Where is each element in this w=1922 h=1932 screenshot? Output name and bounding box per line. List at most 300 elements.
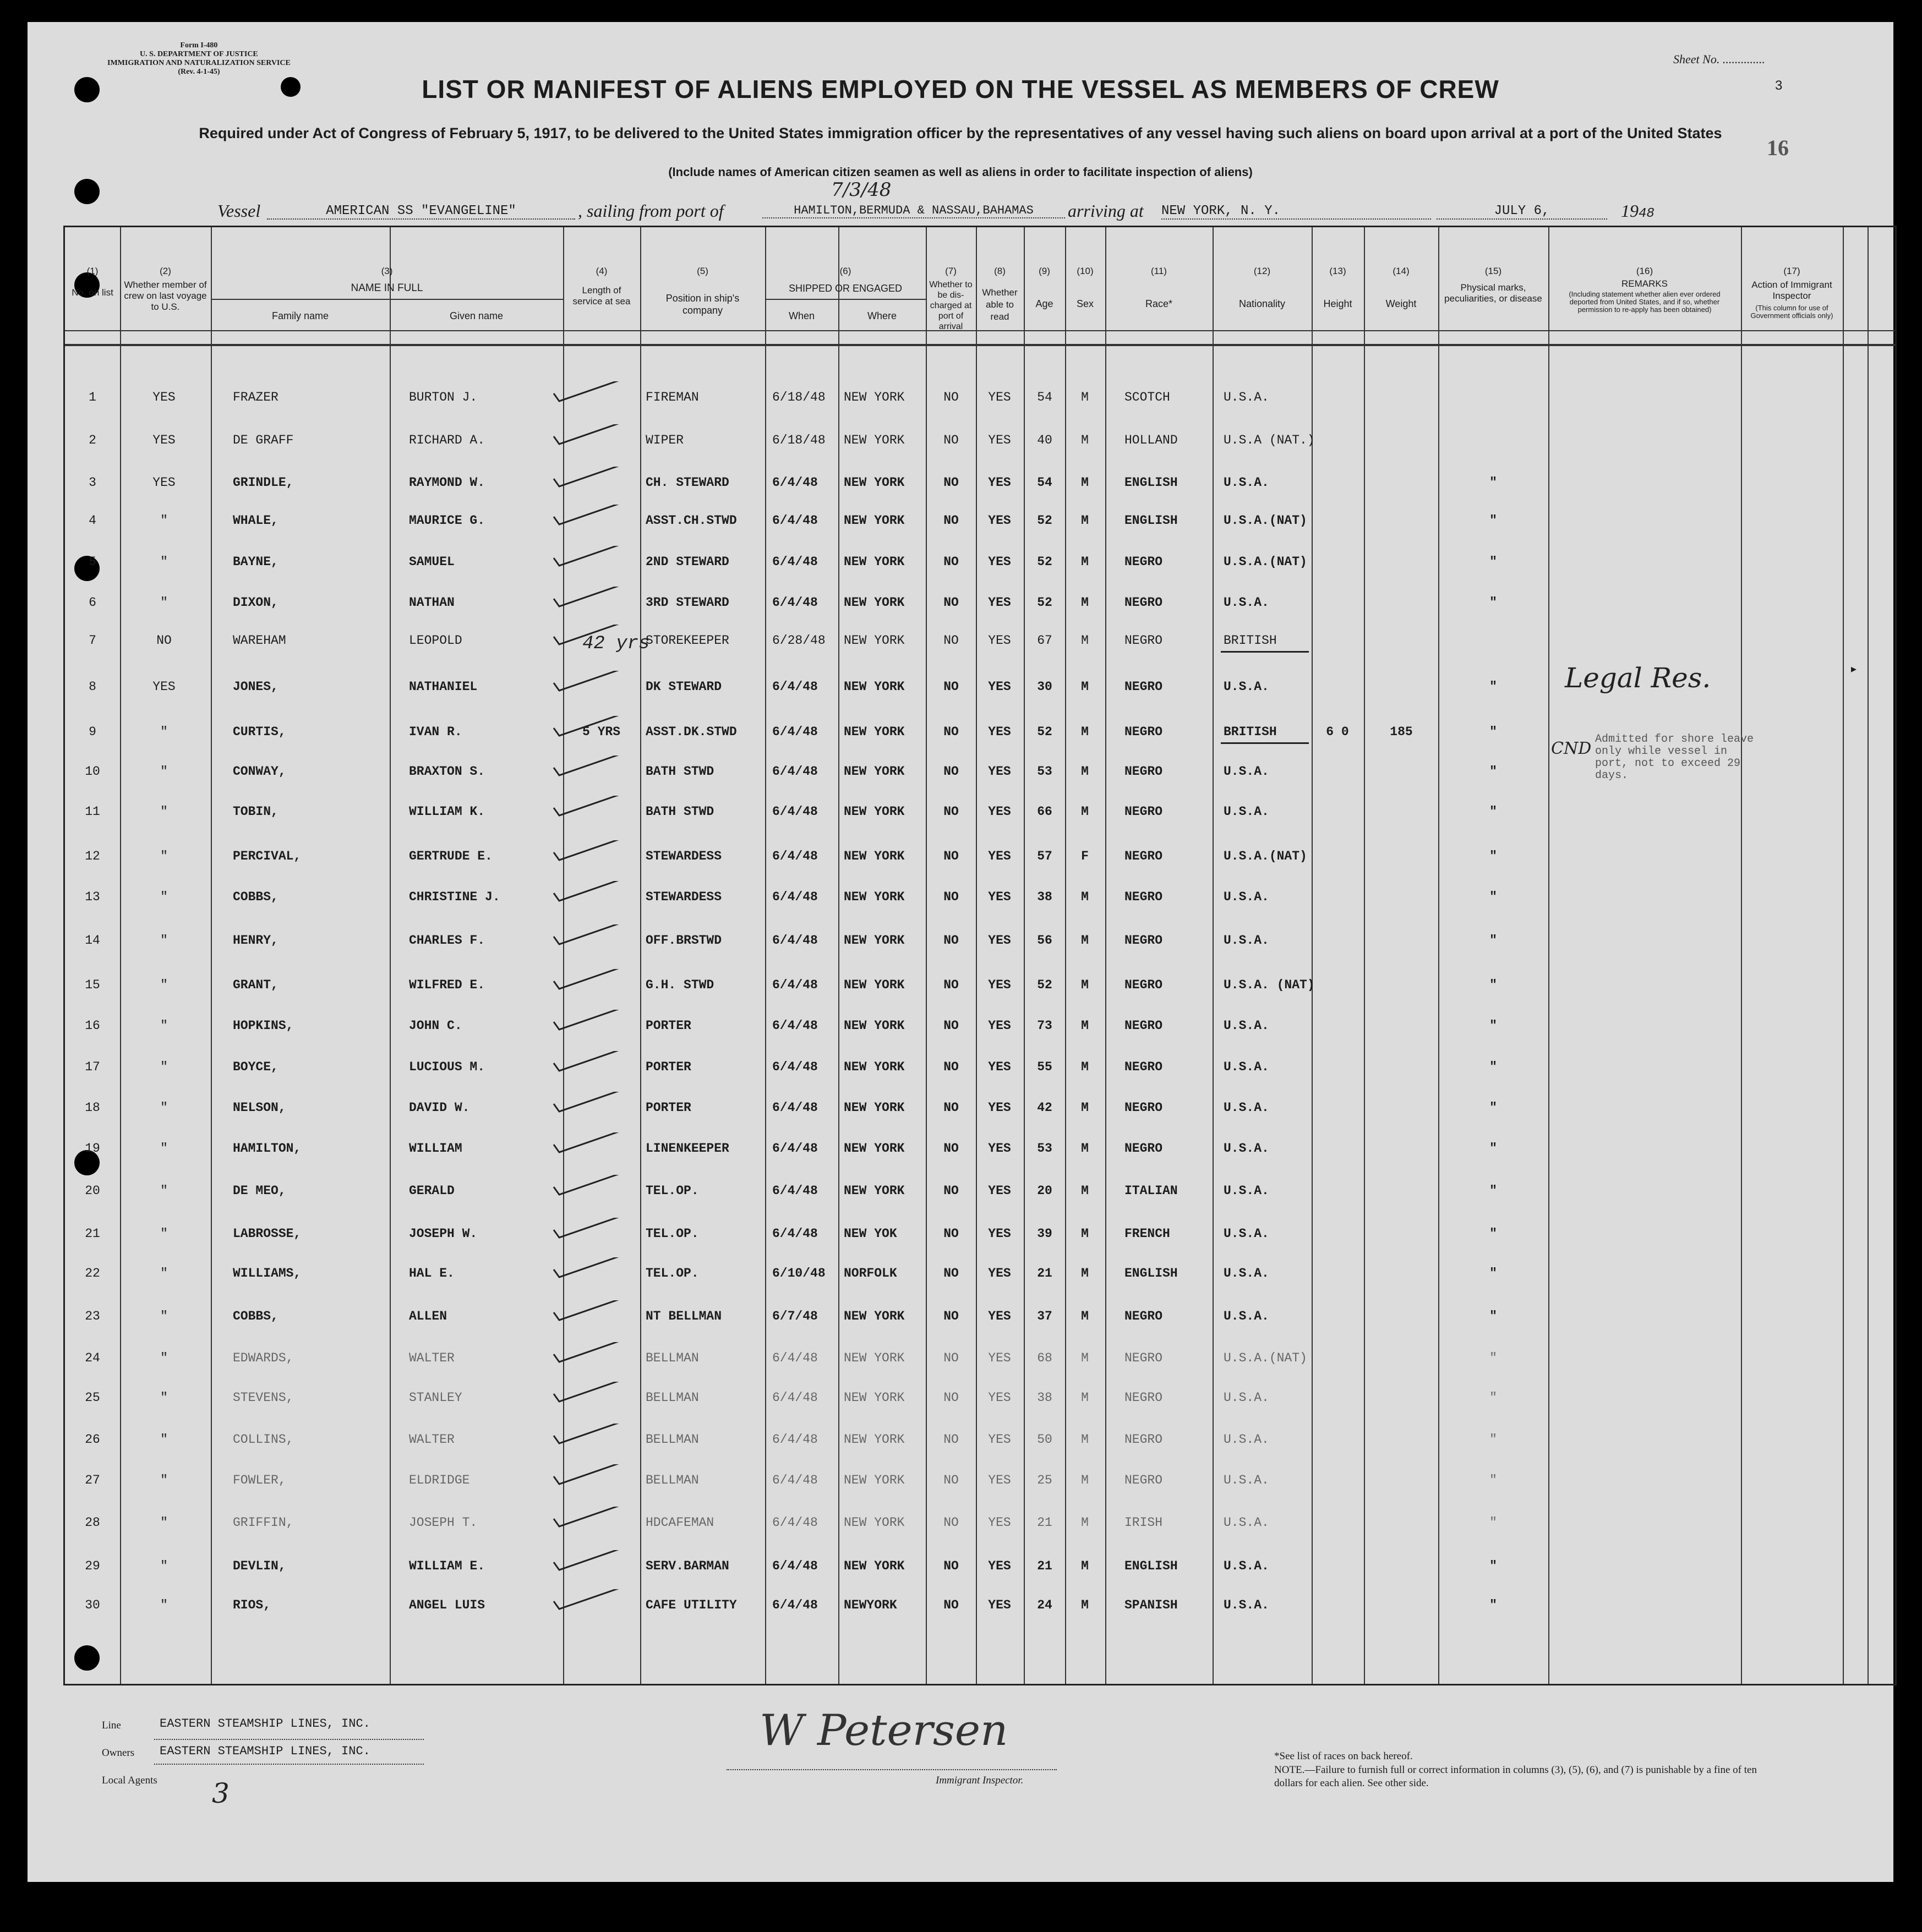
cell-disch: NO: [943, 1432, 959, 1447]
col-5-header: Position in ship's company: [665, 293, 740, 316]
handwritten-date: 7/3/48: [831, 179, 892, 201]
cell-nat: BRITISH: [1224, 633, 1277, 648]
col-16-number: (16): [1636, 266, 1653, 276]
cell-nat: U.S.A.(NAT): [1224, 849, 1307, 863]
cell-given: HAL E.: [409, 1266, 455, 1280]
col-16-subnote: (Including statement whether alien ever ordered deported from United States, and if so, whether permission to re-apply has been obtained): [1569, 290, 1721, 314]
cell-nat: BRITISH: [1224, 725, 1277, 739]
check-mark-icon: [549, 881, 632, 903]
cell-given: JOHN C.: [409, 1019, 462, 1033]
cell-position: BELLMAN: [646, 1473, 699, 1487]
cell-family: FOWLER,: [233, 1473, 286, 1487]
cell-disch: NO: [943, 1141, 959, 1156]
cell-no: 1: [89, 390, 96, 404]
cell-nat: U.S.A.: [1224, 1391, 1269, 1405]
col-17-subnote: (This column for use of Government officials only): [1750, 304, 1833, 320]
cell-where: NEW YORK: [844, 1515, 905, 1530]
cell-nat: U.S.A.: [1224, 1227, 1269, 1241]
cell-family: COBBS,: [233, 1309, 279, 1323]
cell-position: TEL.OP.: [646, 1227, 699, 1241]
given-name-header: Given name: [449, 310, 504, 321]
cell-position: ASST.CH.STWD: [646, 513, 737, 528]
cell-read: YES: [988, 1101, 1011, 1115]
cell-where: NEW YORK: [844, 680, 905, 694]
cell-family: FRAZER: [233, 390, 279, 404]
cell-read: YES: [988, 555, 1011, 569]
cell-age: 25: [1037, 1473, 1052, 1487]
cell-no: 15: [85, 978, 100, 992]
cell-last: ": [160, 513, 168, 528]
check-mark-icon: [549, 796, 632, 818]
cell-position: CH. STEWARD: [646, 475, 729, 490]
cell-given: CHRISTINE J.: [409, 890, 500, 904]
cell-marks: ": [1489, 933, 1497, 948]
remark-legal-res: Legal Res.: [1565, 662, 1711, 694]
inspector-label: Immigrant Inspector.: [936, 1775, 1024, 1786]
cell-disch: NO: [943, 1473, 959, 1487]
check-mark-icon: [549, 1507, 632, 1529]
cell-race: NEGRO: [1124, 933, 1163, 948]
cell-sex: M: [1081, 725, 1089, 739]
cell-when: 6/4/48: [772, 1559, 818, 1573]
cell-race: SCOTCH: [1124, 390, 1170, 404]
cell-last: ": [160, 1598, 168, 1612]
cell-last: ": [160, 890, 168, 904]
cell-where: NEW YORK: [844, 933, 905, 948]
cell-marks: ": [1489, 1141, 1497, 1156]
cell-family: CONWAY,: [233, 764, 286, 779]
cell-disch: NO: [943, 1060, 959, 1074]
cell-family: HENRY,: [233, 933, 279, 948]
manifest-sheet: [28, 22, 1893, 1882]
cell-position: G.H. STWD: [646, 978, 714, 992]
cell-read: YES: [988, 595, 1011, 610]
cell-position: ASST.DK.STWD: [646, 725, 737, 739]
check-mark-icon: [549, 840, 632, 862]
cell-race: NEGRO: [1124, 633, 1163, 648]
cell-disch: NO: [943, 680, 959, 694]
cell-where: NORFOLK: [844, 1266, 897, 1280]
cell-nat: U.S.A.: [1224, 390, 1269, 404]
service-name: IMMIGRATION AND NATURALIZATION SERVICE: [107, 59, 291, 67]
cell-when: 6/4/48: [772, 1432, 818, 1447]
cell-marks: ": [1489, 804, 1497, 819]
cell-marks: ": [1489, 1184, 1497, 1198]
col-divider: [838, 227, 839, 1684]
check-mark-icon: [549, 671, 632, 693]
check-mark-icon: [549, 546, 632, 568]
cell-race: NEGRO: [1124, 725, 1163, 739]
check-mark-icon: [549, 381, 632, 403]
check-mark-icon: [549, 1382, 632, 1404]
cell-disch: NO: [943, 849, 959, 863]
cell-read: YES: [988, 933, 1011, 948]
cell-last: ": [160, 1141, 168, 1156]
arrival-date: JULY 6,: [1437, 204, 1607, 220]
col-17-header: Action of Immigrant Inspector: [1751, 280, 1832, 301]
col-divider: [1548, 227, 1549, 1684]
col-1-number: (1): [86, 266, 99, 276]
arriving-label: arriving at: [1068, 201, 1144, 221]
cell-no: 9: [89, 725, 96, 739]
margin-mark: ▸: [1851, 663, 1857, 675]
cell-read: YES: [988, 633, 1011, 648]
crew-table: [63, 226, 1897, 1685]
cell-when: 6/4/48: [772, 1598, 818, 1612]
cell-disch: NO: [943, 555, 959, 569]
cell-last: ": [160, 1559, 168, 1573]
cell-race: NEGRO: [1124, 1473, 1163, 1487]
cell-race: NEGRO: [1124, 764, 1163, 779]
cell-age: 52: [1037, 978, 1052, 992]
owners-value: EASTERN STEAMSHIP LINES, INC.: [160, 1744, 370, 1758]
cell-nat: U.S.A.: [1224, 1101, 1269, 1115]
cell-when: 6/4/48: [772, 555, 818, 569]
cell-sex: M: [1081, 633, 1089, 648]
check-mark-icon: [549, 1589, 632, 1611]
cell-when: 6/4/48: [772, 475, 818, 490]
cell-marks: ": [1489, 1351, 1497, 1365]
cell-nat: U.S.A.: [1224, 1432, 1269, 1447]
cell-no: 12: [85, 849, 100, 863]
cell-read: YES: [988, 849, 1011, 863]
cell-no: 27: [85, 1473, 100, 1487]
cell-family: STEVENS,: [233, 1391, 294, 1405]
cell-family: GRIFFIN,: [233, 1515, 294, 1530]
races-note: *See list of races on back hereof.: [1274, 1750, 1413, 1762]
cell-no: 21: [85, 1227, 100, 1241]
cell-read: YES: [988, 1473, 1011, 1487]
cell-race: NEGRO: [1124, 1432, 1163, 1447]
check-mark-icon: [549, 716, 632, 738]
cell-last: YES: [152, 475, 176, 490]
col-1-header: No. on list: [72, 287, 113, 298]
cell-position: PORTER: [646, 1060, 691, 1074]
check-mark-icon: [549, 467, 632, 489]
cell-when: 6/10/48: [772, 1266, 826, 1280]
cell-marks: ": [1489, 1515, 1497, 1530]
cell-race: ENGLISH: [1124, 513, 1178, 528]
cell-race: NEGRO: [1124, 595, 1163, 610]
check-mark-icon: [549, 505, 632, 527]
cell-nat: U.S.A.: [1224, 764, 1269, 779]
check-mark-icon: [549, 587, 632, 609]
cell-no: 8: [89, 680, 96, 694]
cell-given: SAMUEL: [409, 555, 455, 569]
col-16-header: REMARKS: [1621, 278, 1668, 289]
cell-nat: U.S.A.: [1224, 1515, 1269, 1530]
cell-marks: ": [1489, 725, 1497, 739]
cell-last: ": [160, 1515, 168, 1530]
col-2-header: Whether member of crew on last voyage to U.S.: [124, 280, 207, 312]
cell-family: HOPKINS,: [233, 1019, 294, 1033]
cell-no: 4: [89, 513, 96, 528]
col-divider: [1213, 227, 1214, 1684]
cell-family: NELSON,: [233, 1101, 286, 1115]
cell-when: 6/4/48: [772, 1473, 818, 1487]
cell-read: YES: [988, 390, 1011, 404]
cell-where: NEW YOK: [844, 1227, 897, 1241]
cell-when: 6/4/48: [772, 1184, 818, 1198]
cell-when: 6/4/48: [772, 764, 818, 779]
cell-position: FIREMAN: [646, 390, 699, 404]
cell-when: 6/4/48: [772, 933, 818, 948]
cell-position: NT BELLMAN: [646, 1309, 722, 1323]
cell-family: WAREHAM: [233, 633, 286, 648]
cell-service: 5 YRS: [582, 725, 621, 739]
cell-sex: M: [1081, 1473, 1089, 1487]
cell-last: ": [160, 978, 168, 992]
cell-family: PERCIVAL,: [233, 849, 302, 863]
cell-disch: NO: [943, 725, 959, 739]
cell-family: EDWARDS,: [233, 1351, 294, 1365]
cell-disch: NO: [943, 1559, 959, 1573]
vessel-name: AMERICAN SS "EVANGELINE": [267, 204, 575, 220]
cell-when: 6/4/48: [772, 1351, 818, 1365]
cell-position: SERV.BARMAN: [646, 1559, 729, 1573]
cell-sex: M: [1081, 1060, 1089, 1074]
cell-last: ": [160, 849, 168, 863]
cell-given: BRAXTON S.: [409, 764, 485, 779]
cell-where: NEW YORK: [844, 1473, 905, 1487]
check-mark-icon: [549, 1257, 632, 1279]
cell-given: GERTRUDE E.: [409, 849, 493, 863]
cell-when: 6/4/48: [772, 1391, 818, 1405]
cell-age: 40: [1037, 433, 1052, 447]
cell-read: YES: [988, 1184, 1011, 1198]
cell-read: YES: [988, 475, 1011, 490]
cell-family: GRANT,: [233, 978, 279, 992]
agents-label: Local Agents: [102, 1775, 157, 1786]
cell-race: ENGLISH: [1124, 475, 1178, 490]
remark-shore-leave: Admitted for shore leave only while vessel in port, not to exceed 29 days.: [1595, 733, 1754, 782]
cell-given: WILLIAM E.: [409, 1559, 485, 1573]
col-9-header: Age: [1035, 298, 1053, 309]
cell-read: YES: [988, 1266, 1011, 1280]
cell-when: 6/4/48: [772, 513, 818, 528]
cell-race: NEGRO: [1124, 890, 1163, 904]
cell-sex: M: [1081, 1309, 1089, 1323]
cell-read: YES: [988, 890, 1011, 904]
cell-age: 39: [1037, 1227, 1052, 1241]
cell-disch: NO: [943, 978, 959, 992]
cell-last: ": [160, 1432, 168, 1447]
cell-age: 67: [1037, 633, 1052, 648]
cell-given: WALTER: [409, 1351, 455, 1365]
cell-nat: U.S.A.: [1224, 1141, 1269, 1156]
cell-where: NEW YORK: [844, 764, 905, 779]
cell-race: NEGRO: [1124, 1060, 1163, 1074]
cell-sex: M: [1081, 1515, 1089, 1530]
cell-when: 6/4/48: [772, 1019, 818, 1033]
cell-given: RICHARD A.: [409, 433, 485, 447]
cell-read: YES: [988, 1309, 1011, 1323]
cell-no: 10: [85, 764, 100, 779]
cell-marks: ": [1489, 555, 1497, 569]
vessel-label: Vessel: [217, 201, 261, 221]
cell-given: ELDRIDGE: [409, 1473, 470, 1487]
cell-position: WIPER: [646, 433, 684, 447]
cell-where: NEW YORK: [844, 1101, 905, 1115]
cell-last: ": [160, 1227, 168, 1241]
cell-when: 6/28/48: [772, 633, 826, 648]
cell-given: LUCIOUS M.: [409, 1060, 485, 1074]
nationality-underline: [1221, 742, 1309, 744]
col-divider: [1741, 227, 1742, 1684]
cell-marks: ": [1489, 978, 1497, 992]
cell-no: 17: [85, 1060, 100, 1074]
cell-age: 52: [1037, 513, 1052, 528]
cell-position: STEWARDESS: [646, 890, 722, 904]
cell-position: BELLMAN: [646, 1432, 699, 1447]
agents-handwritten: 3: [212, 1777, 230, 1809]
cell-last: ": [160, 1309, 168, 1323]
cell-sex: M: [1081, 1432, 1089, 1447]
cell-given: MAURICE G.: [409, 513, 485, 528]
cell-no: 6: [89, 595, 96, 610]
col-8-number: (8): [994, 266, 1006, 276]
col-8-header: Whether able to read: [982, 287, 1018, 322]
cell-position: BELLMAN: [646, 1351, 699, 1365]
department-name: U. S. DEPARTMENT OF JUSTICE: [140, 50, 258, 58]
cell-sex: M: [1081, 1184, 1089, 1198]
col-15-header: Physical marks, peculiarities, or disease: [1444, 282, 1542, 304]
cell-where: NEW YORK: [844, 433, 905, 447]
col-11-header: Race*: [1145, 298, 1173, 309]
col-divider: [390, 227, 391, 1684]
header-divider: [65, 330, 1895, 331]
nationality-underline: [1221, 651, 1309, 653]
cell-position: BATH STWD: [646, 804, 714, 819]
cell-sex: M: [1081, 680, 1089, 694]
col-14-number: (14): [1393, 266, 1410, 276]
col-3-header: NAME IN FULL: [351, 282, 423, 294]
cell-given: DAVID W.: [409, 1101, 470, 1115]
cell-read: YES: [988, 725, 1011, 739]
cell-where: NEW YORK: [844, 390, 905, 404]
cell-age: 21: [1037, 1515, 1052, 1530]
cell-family: BAYNE,: [233, 555, 279, 569]
check-mark-icon: [549, 625, 632, 647]
cell-family: DE MEO,: [233, 1184, 286, 1198]
cell-disch: NO: [943, 513, 959, 528]
cell-marks: ": [1489, 595, 1497, 610]
cell-last: ": [160, 1060, 168, 1074]
cell-age: 20: [1037, 1184, 1052, 1198]
cell-read: YES: [988, 680, 1011, 694]
cell-nat: U.S.A.: [1224, 475, 1269, 490]
cell-marks: ": [1489, 849, 1497, 863]
check-mark-icon: [549, 1424, 632, 1446]
cell-read: YES: [988, 1559, 1011, 1573]
cell-race: IRISH: [1124, 1515, 1163, 1530]
cell-nat: U.S.A.: [1224, 933, 1269, 948]
col-6-header: SHIPPED OR ENGAGED: [788, 283, 903, 294]
cell-when: 6/4/48: [772, 725, 818, 739]
page-number: 16: [1767, 135, 1789, 160]
include-note: (Include names of American citizen seamen as well as aliens in order to facilitate inspection of aliens): [668, 165, 1253, 179]
header-divider: [65, 344, 1895, 346]
check-mark-icon: [549, 1464, 632, 1486]
cell-no: 26: [85, 1432, 100, 1447]
cell-disch: NO: [943, 890, 959, 904]
cell-last: ": [160, 804, 168, 819]
cell-where: NEW YORK: [844, 849, 905, 863]
cell-sex: M: [1081, 433, 1089, 447]
cell-where: NEW YORK: [844, 725, 905, 739]
cell-when: 6/4/48: [772, 1101, 818, 1115]
cell-sex: M: [1081, 1019, 1089, 1033]
cell-race: ENGLISH: [1124, 1266, 1178, 1280]
col-3-number: (3): [381, 266, 393, 276]
cell-read: YES: [988, 1515, 1011, 1530]
check-mark-icon: [549, 1092, 632, 1114]
cell-disch: NO: [943, 1184, 959, 1198]
cell-position: PORTER: [646, 1101, 691, 1115]
cell-race: NEGRO: [1124, 1351, 1163, 1365]
cell-sex: M: [1081, 1141, 1089, 1156]
sheet-number-label: Sheet No. ..............: [1673, 52, 1765, 66]
cell-given: LEOPOLD: [409, 633, 462, 648]
cell-read: YES: [988, 1598, 1011, 1612]
cell-where: NEW YORK: [844, 475, 905, 490]
cell-marks: ": [1489, 513, 1497, 528]
cell-disch: NO: [943, 764, 959, 779]
cell-no: 7: [89, 633, 96, 648]
col-5-number: (5): [697, 266, 708, 276]
cell-no: 14: [85, 933, 100, 948]
cell-race: NEGRO: [1124, 1101, 1163, 1115]
cell-no: 23: [85, 1309, 100, 1323]
cell-last: NO: [156, 633, 172, 648]
cell-when: 6/4/48: [772, 1227, 818, 1241]
cell-no: 30: [85, 1598, 100, 1612]
cell-age: 54: [1037, 475, 1052, 490]
cell-marks: ": [1489, 1473, 1497, 1487]
check-mark-icon: [549, 1300, 632, 1322]
cell-marks: ": [1489, 680, 1497, 694]
line-value: EASTERN STEAMSHIP LINES, INC.: [160, 1717, 370, 1731]
cell-when: 6/4/48: [772, 1141, 818, 1156]
requirement-statement: Required under Act of Congress of February 5, 1917, to be delivered to the United States immigration officer by the representatives of any vessel having such aliens on board upon arrival at a port of the United States: [199, 125, 1722, 141]
cell-age: 56: [1037, 933, 1052, 948]
cell-sex: F: [1081, 849, 1089, 863]
cell-where: NEW YORK: [844, 1019, 905, 1033]
signature-line: [727, 1769, 1057, 1770]
col-6-number: (6): [839, 266, 851, 276]
cell-position: STOREKEEPER: [646, 633, 729, 648]
cell-disch: NO: [943, 1266, 959, 1280]
cell-position: TEL.OP.: [646, 1266, 699, 1280]
check-mark-icon: [549, 1342, 632, 1364]
line-rule: [154, 1739, 424, 1740]
cell-position: OFF.BRSTWD: [646, 933, 722, 948]
cell-when: 6/4/48: [772, 1515, 818, 1530]
cell-nat: U.S.A.: [1224, 1060, 1269, 1074]
cell-age: 53: [1037, 1141, 1052, 1156]
check-mark-icon: [549, 969, 632, 991]
cell-where: NEW YORK: [844, 555, 905, 569]
cell-last: ": [160, 1391, 168, 1405]
col-divider: [1868, 227, 1869, 1684]
cell-race: NEGRO: [1124, 555, 1163, 569]
cell-last: ": [160, 725, 168, 739]
family-name-header: Family name: [271, 310, 329, 321]
cell-weight: 185: [1390, 725, 1413, 739]
col-13-number: (13): [1329, 266, 1346, 276]
col-10-number: (10): [1077, 266, 1094, 276]
cell-position: PORTER: [646, 1019, 691, 1033]
